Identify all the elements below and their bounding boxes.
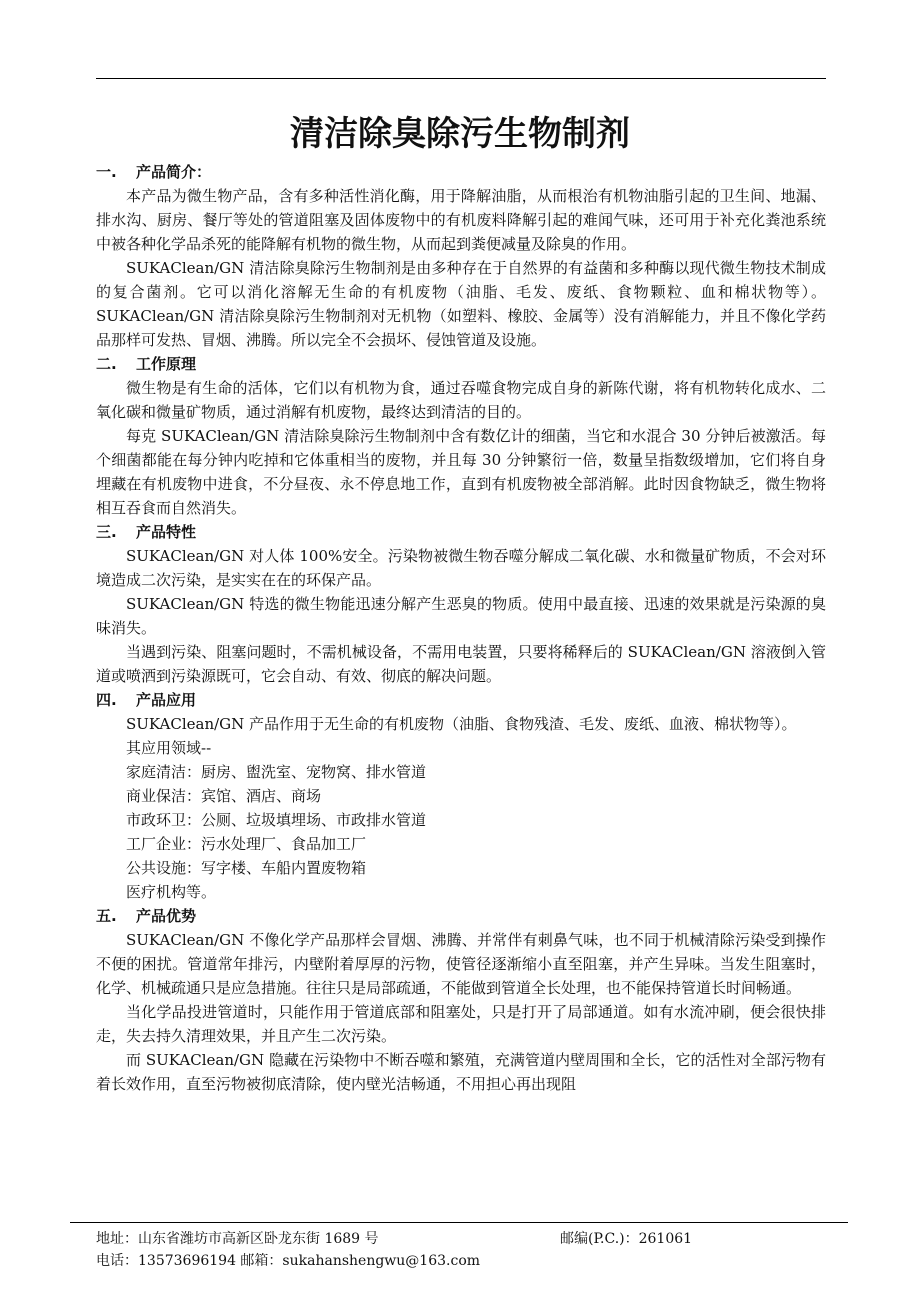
section-heading bbox=[96, 520, 826, 544]
section-number: 三. bbox=[96, 523, 117, 541]
section-heading bbox=[96, 904, 826, 928]
list-item: 工厂企业：污水处理厂、食品加工厂 bbox=[126, 835, 367, 853]
paragraph: 微生物是有生命的活体，它们以有机物为食，通过吞噬食物完成自身的新陈代谢，将有机物转化成水、二氧化碳和微量矿物质，通过消解有机废物，最终达到清洁的目的。 bbox=[96, 379, 826, 421]
section-heading bbox=[96, 160, 826, 184]
section-advantages bbox=[96, 904, 826, 1096]
section-features bbox=[96, 520, 826, 688]
paragraph: 而 SUKAClean/GN 隐藏在污染物中不断吞噬和繁殖，充满管道内壁周围和全长，它的活性对全部污物有着长效作用，直至污物被彻底清除，使内壁光洁畅通，不用担心再出现阻 bbox=[96, 1051, 826, 1093]
paragraph: 每克 SUKAClean/GN 清洁除臭除污生物制剂中含有数亿计的细菌，当它和水混合 30 分钟后被激活。每个细菌都能在每分钟内吃掉和它体重相当的废物，并且每 30 分钟繁衍一倍，数量呈指数级增加，它们将自身埋藏在有机废物中进食，不分昼夜、永不停息地工作，直到有机废物被全部消解。此时因食物缺乏，微生物将相互吞食而自然消失。 bbox=[96, 427, 826, 517]
footer-rule bbox=[70, 1222, 848, 1223]
footer bbox=[96, 1228, 826, 1272]
paragraph: SUKAClean/GN 对人体 100%安全。污染物被微生物吞噬分解成二氧化碳、水和微量矿物质，不会对环境造成二次污染，是实实在在的环保产品。 bbox=[96, 547, 826, 589]
document-title: 清洁除臭除污生物制剂 bbox=[290, 114, 630, 154]
section-number: 五. bbox=[96, 907, 117, 925]
section-applications bbox=[96, 688, 826, 904]
paragraph: SUKAClean/GN 清洁除臭除污生物制剂是由多种存在于自然界的有益菌和多种酶以现代微生物技术制成的复合菌剂。它可以消化溶解无生命的有机废物（油脂、毛发、废纸、食物颗粒、血和棉状物等）。SUKAClean/GN 清洁除臭除污生物制剂对无机物（如塑料、橡胶、金属等）没有消解能力，并且不像化学药品那样可发热、冒烟、沸腾。所以完全不会损坏、侵蚀管道及设施。 bbox=[96, 259, 826, 349]
footer-row bbox=[96, 1228, 826, 1250]
footer-contact: 电话：13573696194 邮箱：sukahanshengwu@163.com bbox=[96, 1253, 481, 1269]
paragraph: 本产品为微生物产品，含有多种活性消化酶，用于降解油脂，从而根治有机物油脂引起的卫生间、地漏、排水沟、厨房、餐厅等处的管道阻塞及固体废物中的有机废料降解引起的难闻气味，还可用于补充化粪池系统中被各种化学品杀死的能降解有机物的微生物，从而起到粪便减量及除臭的作用。 bbox=[96, 187, 826, 253]
paragraph: SUKAClean/GN 产品作用于无生命的有机废物（油脂、食物残渣、毛发、废纸、血液、棉状物等）。 bbox=[126, 715, 797, 733]
list-item: 公共设施：写字楼、车船内置废物箱 bbox=[126, 859, 367, 877]
header-rule bbox=[96, 78, 826, 79]
section-heading bbox=[96, 352, 826, 376]
list-item: 商业保洁：宾馆、酒店、商场 bbox=[126, 787, 322, 805]
section-number: 一. bbox=[96, 163, 117, 181]
footer-row bbox=[96, 1250, 826, 1272]
footer-address: 地址：山东省潍坊市高新区卧龙东街 1689 号 bbox=[96, 1231, 379, 1247]
paragraph: 当化学品投进管道时，只能作用于管道底部和阻塞处，只是打开了局部通道。如有水流冲刷，便会很快排走，失去持久清理效果，并且产生二次污染。 bbox=[96, 1003, 826, 1045]
paragraph: SUKAClean/GN 特选的微生物能迅速分解产生恶臭的物质。使用中最直接、迅速的效果就是污染源的臭味消失。 bbox=[96, 595, 826, 637]
section-principle bbox=[96, 352, 826, 520]
list-item: 家庭清洁：厨房、盥洗室、宠物窝、排水管道 bbox=[126, 763, 427, 781]
section-number: 四. bbox=[96, 691, 117, 709]
list-item: 其应用领域-- bbox=[126, 739, 212, 757]
document-body bbox=[96, 160, 826, 1096]
section-intro bbox=[96, 160, 826, 352]
footer-postcode: 邮编(P.C.)：261061 bbox=[560, 1231, 693, 1247]
section-title: 产品应用 bbox=[136, 691, 197, 709]
section-title: 产品简介： bbox=[136, 163, 212, 181]
section-title: 工作原理 bbox=[136, 355, 197, 373]
section-title: 产品特性 bbox=[136, 523, 197, 541]
section-number: 二. bbox=[96, 355, 117, 373]
list-item: 医疗机构等。 bbox=[126, 883, 217, 901]
list-item: 市政环卫：公厕、垃圾填埋场、市政排水管道 bbox=[126, 811, 427, 829]
section-heading bbox=[96, 688, 826, 712]
paragraph: 当遇到污染、阻塞问题时，不需机械设备，不需用电装置，只要将稀释后的 SUKAClean/GN 溶液倒入管道或喷洒到污染源既可，它会自动、有效、彻底的解决问题。 bbox=[96, 643, 826, 685]
paragraph: SUKAClean/GN 不像化学产品那样会冒烟、沸腾、并常伴有刺鼻气味，也不同于机械清除污染受到操作不便的困扰。管道常年排污，内壁附着厚厚的污物，使管径逐渐缩小直至阻塞，并产生异味。当发生阻塞时，化学、机械疏通只是应急措施。往往只是局部疏通，不能做到管道全长处理，也不能保持管道长时间畅通。 bbox=[96, 931, 826, 997]
section-title: 产品优势 bbox=[136, 907, 197, 925]
